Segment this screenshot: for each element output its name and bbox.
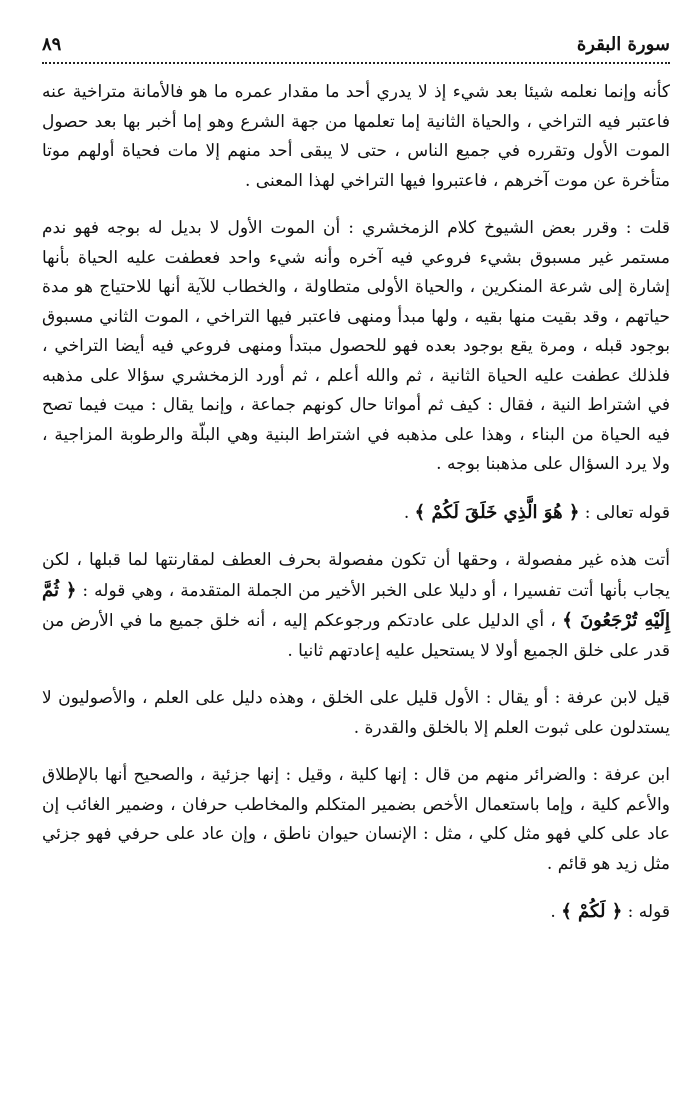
verse-heading-suffix: . (403, 502, 410, 523)
paragraph-4: قيل لابن عرفة : أو يقال : الأول قليل على الخلق ، وهذه دليل على العلم ، والأصوليون لا يستدلون على ثبوت العلم إلا بالخلق والقدرة . (42, 688, 670, 738)
verse-heading-prefix: قوله تعالى : (584, 502, 670, 523)
paragraph-5: ابن عرفة : والضرائر منهم من قال : إنها كلية ، وقيل : إنها جزئية ، والصحيح أنها بالإطلاق والأعم كلية ، وإما باستعمال الأخص بضمير المتكلم والمخاطب حرفان ، وضمير الغائب إن عاد على كلي فهو مثل كلي ، مثل : الإنسان حيوان ناطق ، وإن عاد على حرفي فهو جزئي مثل زيد هو قائم . (42, 765, 670, 874)
surah-title: سورة البقرة (569, 34, 670, 55)
verse-heading-1 (42, 498, 670, 529)
quranic-verse: ﴿ ثُمَّ إِلَيْهِ تُرْجَعُونَ ﴾ (42, 579, 670, 631)
paragraph-3-part-2: ، أي الدليل على عادتكم ورجوعكم إليه ، أنه خلق جميع ما في الأرض من قدر على خلق الجميع أولا لا يستحيل عليه إعادتهم ثانيا . (42, 611, 670, 661)
verse-heading-suffix: . (550, 902, 556, 922)
verse-heading-2 (42, 897, 670, 928)
paragraph-2: قلت : وقرر بعض الشيوخ كلام الزمخشري : أن الموت الأول لا بديل له بوجه فهو ندم مستمر غير مسبوق بشيء فروعي فيه آخره وأنه شيء واحد فعطفت عليه الحياة بأنها إشارة إلى شرعة المنكرين ، والحياة الأولى متطاولة ، والخطاب للآية أنها للاحتياج هو مدة حياتهم ، وقد بقيت منها بقيه ، ولها مبدأ ومنهى فاعتبر فيها التراخي ، الموت الثاني مسبوق بوجود قبله ، ومرة يقع بوجود بعده فهو للحصول مبتدأ ومنهى فروعي فيه أيضا التراخي ، فلذلك عطفت عليه الحياة الثانية ، ثم والله أعلم ، ثم أورد الزمخشري سؤالا على مذهبه في اشتراط النية ، فقال : كيف ثم أمواتا حال كونهم جماعة ، وإنما يقال : ميت فيما تصح فيه الحياة من البناء ، وهذا على مذهبه في اشتراط البنية وهي البلّة والرطوبة المزاجية ، ولا يرد السؤال على مذهبنا بوجه . (42, 218, 670, 474)
quranic-verse: ﴿ لَكُمْ ﴾ (561, 901, 623, 922)
paragraph-3 (42, 546, 670, 666)
verse-heading-prefix: قوله : (627, 902, 670, 922)
paragraph-1: كأنه وإنما نعلمه شيئا بعد شيء إذ لا يدري أحد ما مقدار عمره ما هو فالأمانة متراخية عنه فاعتبر فيه التراخي ، والحياة الثانية إما تعلمها من جهة الشرع وهو إما أخبر بها بعد حصول الموت الأول وتقرره في جميع الناس ، حتى لا يبقى أحد منهم إلا مات فحياة أولهم موتا متأخرة عن موت آخرهم ، فاعتبروا فيها التراخي لهذا المعنى . (42, 82, 670, 191)
paragraph-3-part-1: أتت هذه غير مفصولة ، وحقها أن تكون مفصولة بحرف العطف لمقارنتها لما قبلها ، لكن يجاب بأنها أتت تفسيرا ، أو دليلا على الخبر الأخير من الجملة المتقدمة ، وهي قوله : (42, 550, 670, 601)
page-header (42, 28, 670, 64)
page-number: ٨٩ (42, 34, 62, 55)
quranic-verse: ﴿ هُوَ الَّذِي خَلَقَ لَكُمْ ﴾ (414, 501, 580, 523)
book-page (42, 28, 670, 1078)
